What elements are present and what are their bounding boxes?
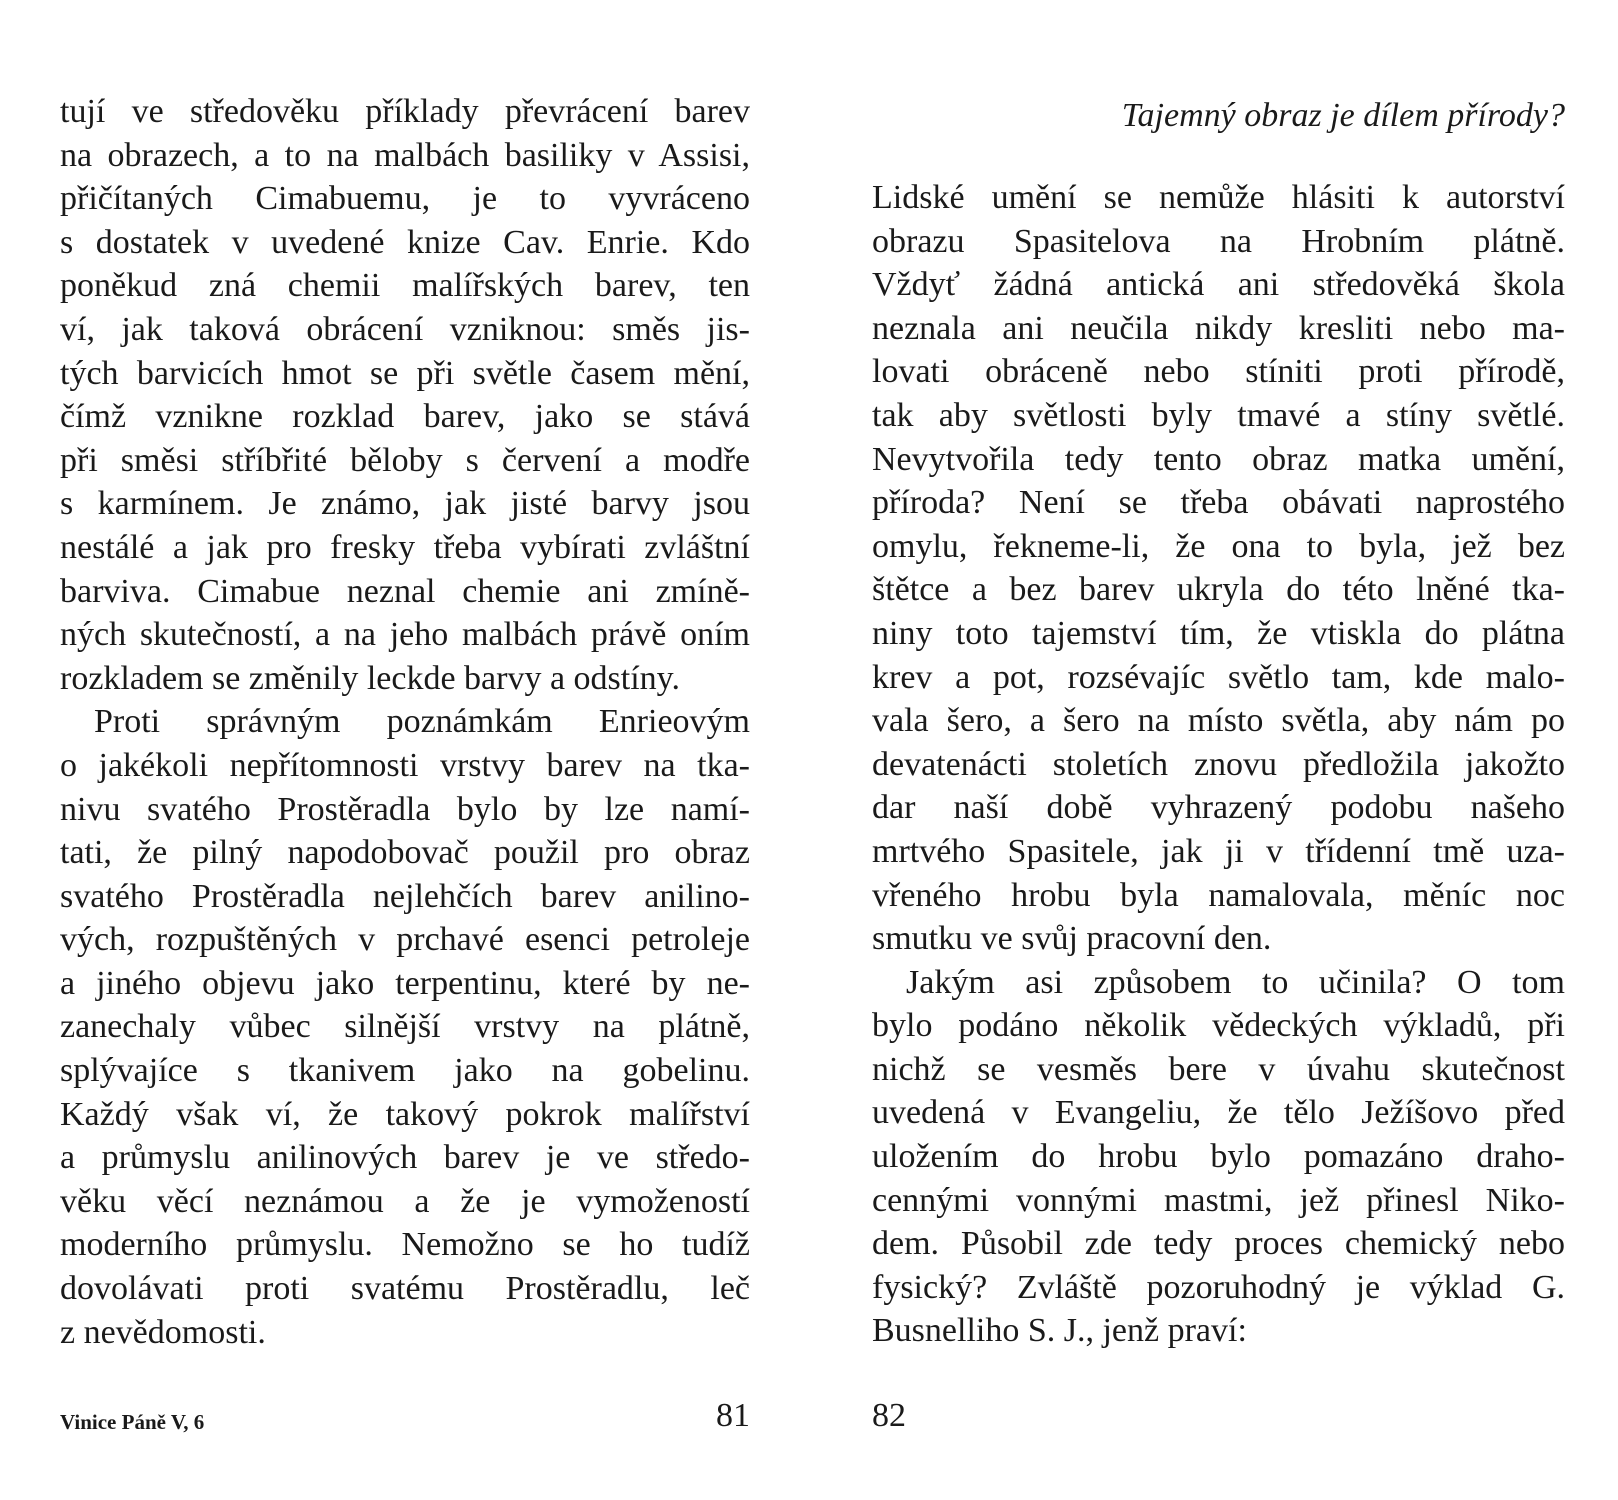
text-line: ných skutečností, a na jeho malbách právě oním	[60, 616, 750, 654]
text-line: nichž se vesměs bere v úvahu skutečnost	[872, 1050, 1565, 1088]
text-line: barviva. Cimabue neznal chemie ani zmíně-	[60, 572, 750, 610]
text-line: poněkud zná chemii malířských barev, ten	[60, 267, 750, 305]
text-line: s karmínem. Je známo, jak jisté barvy jsou	[60, 485, 750, 523]
text-line: uložením do hrobu bylo pomazáno draho-	[872, 1138, 1565, 1176]
text-line: štětce a bez barev ukryla do této lněné tka-	[872, 571, 1565, 609]
text-line: nestálé a jak pro fresky třeba vybírati zvláštní	[60, 528, 750, 566]
text-line: obrazu Spasitelova na Hrobním plátně.	[872, 222, 1565, 260]
text-line: Busnelliho S. J., jenž praví:	[872, 1312, 1247, 1350]
page-number: 81	[716, 1397, 750, 1434]
text-line: niny toto tajemství tím, že vtiskla do plátna	[872, 614, 1565, 652]
text-line: při směsi stříbřité běloby s červení a modře	[60, 441, 750, 479]
text-line: cennými vonnými mastmi, jež přinesl Niko-	[872, 1181, 1565, 1219]
text-line: devatenácti stoletích znovu předložila jakožto	[872, 745, 1565, 783]
text-line: Proti správným poznámkám Enrieovým	[94, 703, 750, 741]
text-line: přičítaných Cimabuemu, je to vyvráceno	[60, 180, 750, 218]
signature-mark: Vinice Páně V, 6	[60, 1410, 205, 1434]
right-body-text	[872, 176, 1565, 1353]
running-head: Tajemný obraz je dílem přírody?	[1121, 97, 1565, 134]
text-line: tují ve středověku příklady převrácení barev	[60, 93, 750, 130]
text-line: neznala ani neučila nikdy kresliti nebo ma-	[872, 309, 1565, 347]
page-number: 82	[872, 1397, 906, 1434]
text-line: Jakým asi způsobem to učinila? O tom	[906, 963, 1565, 1001]
text-line: s dostatek v uvedené knize Cav. Enrie. Kdo	[60, 223, 750, 261]
text-line: vřeného hrobu byla namalovala, měníc noc	[872, 876, 1565, 914]
text-line: tak aby světlosti byly tmavé a stíny světlé.	[872, 396, 1565, 434]
text-line: Nevytvořila tedy tento obraz matka umění,	[872, 440, 1565, 478]
text-line: a průmyslu anilinových barev je ve středo-	[60, 1139, 750, 1177]
text-line: splývajíce s tkanivem jako na gobelinu.	[60, 1052, 750, 1090]
right-page	[872, 0, 1565, 1500]
text-line: ví, jak taková obrácení vzniknou: směs jis-	[60, 310, 750, 348]
text-line: rozkladem se změnily leckde barvy a odstíny.	[60, 659, 680, 697]
text-line: mrtvého Spasitele, jak ji v třídenní tmě uza-	[872, 832, 1565, 870]
text-line: Každý však ví, že takový pokrok malířství	[60, 1095, 750, 1133]
left-page	[60, 0, 750, 1500]
text-line: moderního průmyslu. Nemožno se ho tudíž	[60, 1226, 750, 1264]
text-line: bylo podáno několik vědeckých výkladů, při	[872, 1007, 1565, 1045]
text-line: vých, rozpuštěných v prchavé esenci petroleje	[60, 921, 750, 959]
text-line: smutku ve svůj pracovní den.	[872, 920, 1272, 958]
text-line: Lidské umění se nemůže hlásiti k autorství	[872, 179, 1565, 216]
text-line: nivu svatého Prostěradla bylo by lze namí-	[60, 790, 750, 828]
text-line: o jakékoli nepřítomnosti vrstvy barev na tka-	[60, 746, 750, 784]
text-line: věku věcí neznámou a že je vymožeností	[60, 1182, 750, 1220]
text-line: dar naší době vyhrazený podobu našeho	[872, 789, 1565, 827]
text-line: Vždyť žádná antická ani středověká škola	[872, 266, 1565, 304]
text-line: dem. Působil zde tedy proces chemický nebo	[872, 1225, 1565, 1263]
text-line: zanechaly vůbec silnější vrstvy na plátně,	[60, 1008, 750, 1046]
text-line: krev a pot, rozsévajíc světlo tam, kde malo-	[872, 658, 1565, 696]
text-line: svatého Prostěradla nejlehčích barev anilino-	[60, 877, 750, 915]
text-line: čímž vznikne rozklad barev, jako se stává	[60, 398, 750, 436]
text-line: fysický? Zvláště pozoruhodný je výklad G.	[872, 1268, 1565, 1306]
text-line: z nevědomosti.	[60, 1313, 266, 1351]
text-line: dovolávati proti svatému Prostěradlu, leč	[60, 1270, 750, 1308]
text-line: tati, že pilný napodobovač použil pro obraz	[60, 834, 750, 872]
text-line: omylu, řekneme-li, že ona to byla, jež bez	[872, 527, 1565, 565]
text-line: a jiného objevu jako terpentinu, které by ne-	[60, 964, 750, 1002]
text-line: příroda? Není se třeba obávati naprostého	[872, 484, 1565, 522]
text-line: uvedená v Evangeliu, že tělo Ježíšovo před	[872, 1094, 1565, 1132]
left-body-text	[60, 90, 750, 1354]
text-line: lovati obráceně nebo stíniti proti přírodě,	[872, 353, 1565, 391]
text-line: vala šero, a šero na místo světla, aby nám po	[872, 702, 1565, 740]
text-line: tých barvicích hmot se při světle časem mění,	[60, 354, 750, 392]
text-line: na obrazech, a to na malbách basiliky v Assisi,	[60, 136, 750, 174]
